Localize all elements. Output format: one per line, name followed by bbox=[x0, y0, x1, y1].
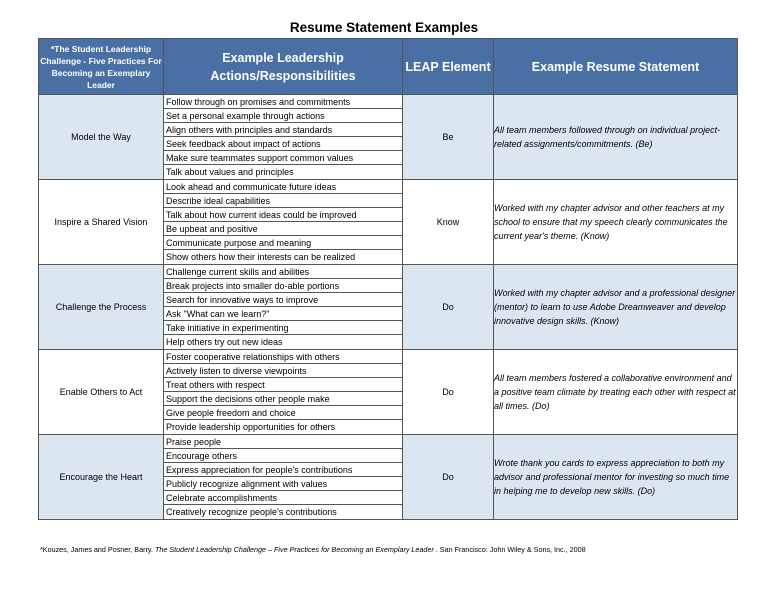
principle-cell: Enable Others to Act bbox=[39, 350, 164, 435]
action-item: Talk about values and principles bbox=[166, 167, 294, 177]
action-item: Challenge current skills and abilities bbox=[164, 265, 402, 279]
action-item: Express appreciation for people's contributions bbox=[164, 463, 402, 477]
action-item: Celebrate accomplishments bbox=[164, 491, 402, 505]
table-row bbox=[39, 180, 738, 265]
resume-statement-cell: Worked with my chapter advisor and other teachers at my school to ensure that my speech clearly communicates the current year's theme. (Know) bbox=[494, 180, 738, 265]
action-item: Creatively recognize people's contributions bbox=[166, 507, 337, 517]
principle-cell: Encourage the Heart bbox=[39, 435, 164, 520]
resume-statement-cell: All team members fostered a collaborative environment and a positive team climate by treating each other with respect at all times. (Do) bbox=[494, 350, 738, 435]
action-item: Set a personal example through actions bbox=[164, 109, 402, 123]
action-item: Help others try out new ideas bbox=[166, 337, 283, 347]
leap-element-cell: Know bbox=[403, 180, 494, 265]
header-leap: LEAP Element bbox=[403, 39, 494, 95]
action-item: Talk about how current ideas could be improved bbox=[164, 208, 402, 222]
table-row bbox=[39, 435, 738, 520]
footnote bbox=[40, 545, 586, 554]
action-item: Ask "What can we learn?" bbox=[164, 307, 402, 321]
footnote-authors: *Kouzes, James and Posner, Barry. bbox=[40, 545, 153, 554]
header-principle: *The Student Leadership Challenge - Five Practices For Becoming an Exemplary Leader bbox=[39, 39, 164, 95]
header-actions: Example Leadership Actions/Responsibilities bbox=[164, 39, 403, 95]
action-item: Treat others with respect bbox=[164, 378, 402, 392]
footnote-publisher: . San Francisco: John Wiley & Sons, Inc., 2008 bbox=[435, 545, 586, 554]
leap-element-cell: Do bbox=[403, 350, 494, 435]
table-row bbox=[39, 265, 738, 350]
actions-cell bbox=[164, 435, 403, 520]
table-row bbox=[39, 95, 738, 180]
footnote-book-title: The Student Leadership Challenge – Five Practices for Becoming an Exemplary Leader bbox=[154, 545, 434, 554]
action-item: Actively listen to diverse viewpoints bbox=[164, 364, 402, 378]
resume-statement-cell: Worked with my chapter advisor and a professional designer (mentor) to learn to use Adobe Dreamweaver and develop innovative design skills. (Know) bbox=[494, 265, 738, 350]
action-item: Make sure teammates support common values bbox=[164, 151, 402, 165]
resume-statement-cell: Wrote thank you cards to express appreciation to both my advisor and professional mentor for investing so much time in helping me to develop new skills. (Do) bbox=[494, 435, 738, 520]
action-item: Search for innovative ways to improve bbox=[164, 293, 402, 307]
actions-cell bbox=[164, 350, 403, 435]
action-item: Support the decisions other people make bbox=[164, 392, 402, 406]
resume-statement-cell: All team members followed through on individual project-related assignments/commitments. (Be) bbox=[494, 95, 738, 180]
actions-cell bbox=[164, 265, 403, 350]
action-item: Align others with principles and standards bbox=[164, 123, 402, 137]
action-item: Provide leadership opportunities for others bbox=[166, 422, 336, 432]
action-item: Seek feedback about impact of actions bbox=[164, 137, 402, 151]
action-item: Take initiative in experimenting bbox=[164, 321, 402, 335]
page-title: Resume Statement Examples bbox=[289, 20, 479, 35]
leap-element-cell: Do bbox=[403, 435, 494, 520]
leap-element-cell: Be bbox=[403, 95, 494, 180]
principle-cell: Model the Way bbox=[39, 95, 164, 180]
action-item: Show others how their interests can be realized bbox=[166, 252, 356, 262]
table-header-row bbox=[39, 39, 738, 95]
leap-element-cell: Do bbox=[403, 265, 494, 350]
table-row bbox=[39, 350, 738, 435]
action-item: Praise people bbox=[164, 435, 402, 449]
action-item: Break projects into smaller do-able portions bbox=[164, 279, 402, 293]
principle-cell: Inspire a Shared Vision bbox=[39, 180, 164, 265]
action-item: Be upbeat and positive bbox=[164, 222, 402, 236]
resume-statements-table bbox=[38, 38, 738, 520]
action-item: Look ahead and communicate future ideas bbox=[164, 180, 402, 194]
action-item: Follow through on promises and commitments bbox=[164, 95, 402, 109]
action-item: Communicate purpose and meaning bbox=[164, 236, 402, 250]
action-item: Give people freedom and choice bbox=[164, 406, 402, 420]
principle-cell: Challenge the Process bbox=[39, 265, 164, 350]
action-item: Describe ideal capabilities bbox=[164, 194, 402, 208]
action-item: Publicly recognize alignment with values bbox=[164, 477, 402, 491]
actions-cell bbox=[164, 95, 403, 180]
header-statement: Example Resume Statement bbox=[494, 39, 738, 95]
actions-cell bbox=[164, 180, 403, 265]
action-item: Encourage others bbox=[164, 449, 402, 463]
action-item: Foster cooperative relationships with others bbox=[164, 350, 402, 364]
